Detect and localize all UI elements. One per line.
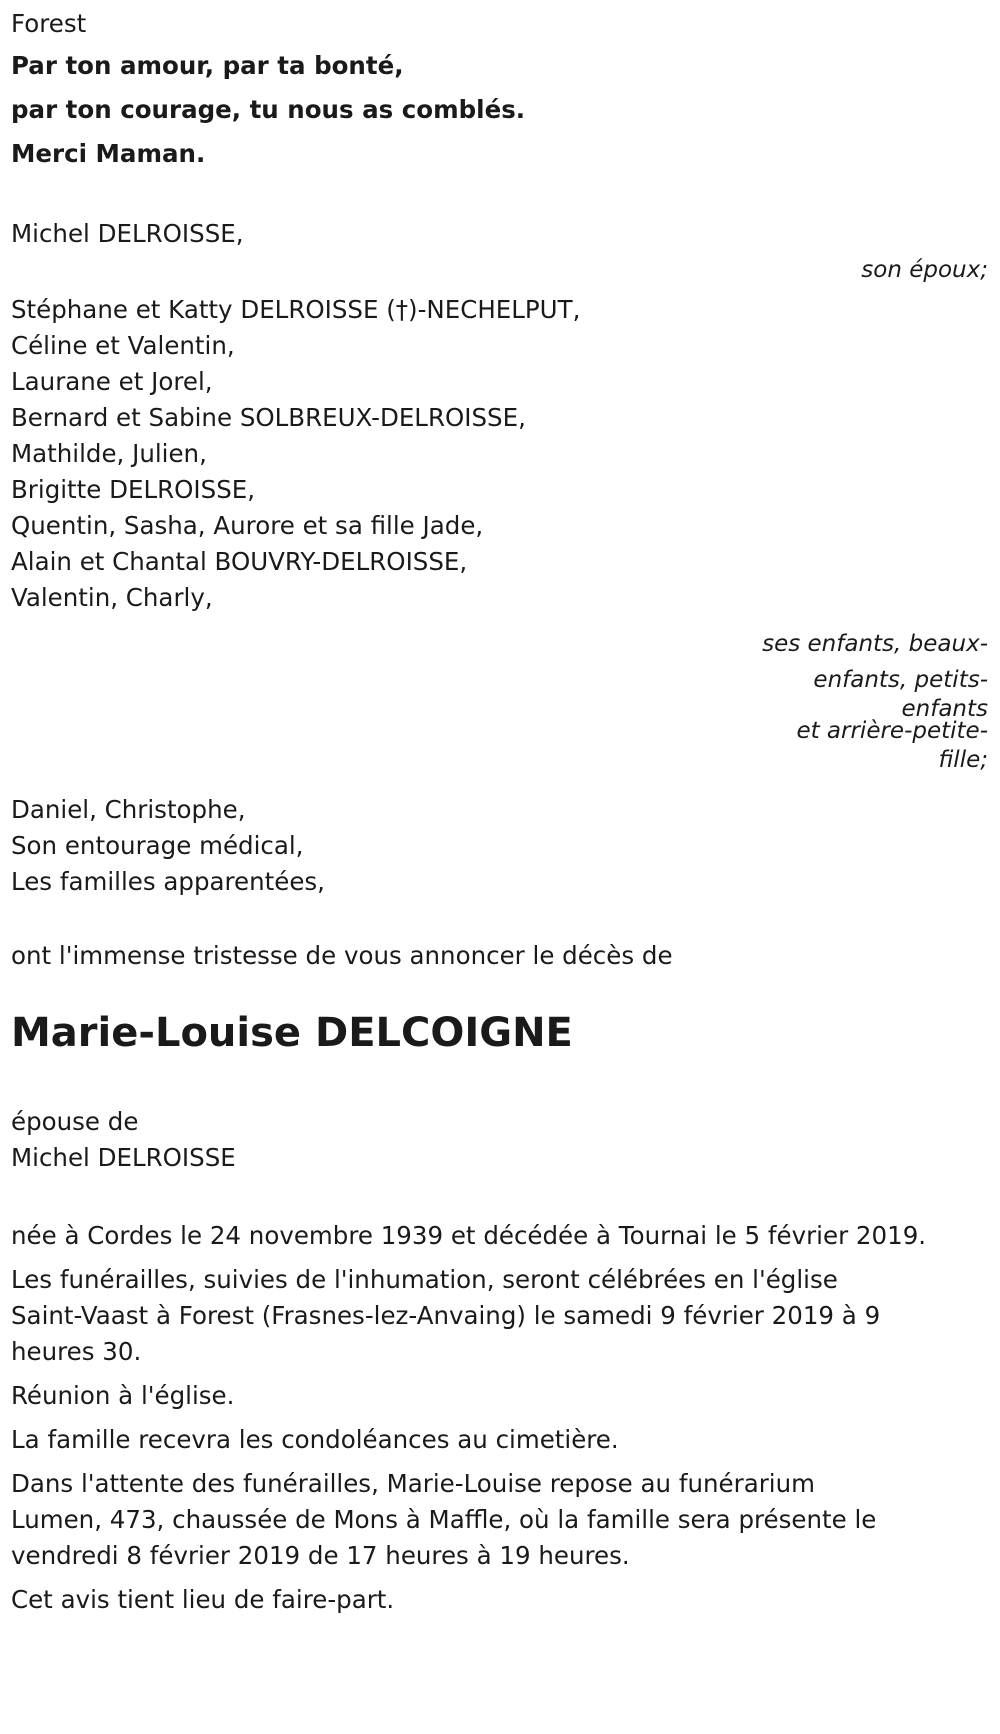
place-name: Forest [11,9,87,38]
children-role-line: fille; [938,747,988,773]
children-list [11,292,993,616]
death-notice [11,0,993,1618]
family-member-line: Bernard et Sabine SOLBREUX-DELROISSE, [11,403,526,432]
quote-line: par ton courage, tu nous as comblés. [11,95,526,124]
funeral-paragraph [11,1262,993,1370]
funeral-line: heures 30. [11,1337,142,1366]
family-member-line: Alain et Chantal BOUVRY-DELROISSE, [11,547,468,576]
family-member-line: Laurane et Jorel, [11,367,213,396]
funerarium-line: vendredi 8 février 2019 de 17 heures à 19 heures. [11,1541,630,1570]
mourner-line: Daniel, Christophe, [11,795,246,824]
family-member-line: Quentin, Sasha, Aurore et sa fille Jade, [11,511,484,540]
deceased-name: Marie-Louise DELCOIGNE [11,1010,573,1056]
family-member-line: Mathilde, Julien, [11,439,207,468]
family-member-line: Brigitte DELROISSE, [11,475,256,504]
quote-line: Par ton amour, par ta bonté, [11,51,404,80]
family-member-line: Stéphane et Katty DELROISSE (†)-NECHELPUT, [11,295,581,324]
family-member-line: Valentin, Charly, [11,583,213,612]
closing-paragraph: Cet avis tient lieu de faire-part. [11,1585,395,1614]
funerarium-line: Lumen, 473, chaussée de Mons à Maffle, où la famille sera présente le [11,1505,877,1534]
meeting-paragraph: Réunion à l'église. [11,1381,235,1410]
announcement-text: ont l'immense tristesse de vous annoncer le décès de [11,941,673,970]
spouse-name: Michel DELROISSE, [11,219,244,248]
funerarium-paragraph [11,1466,993,1574]
children-role-line: et arrière-petite- [796,718,988,744]
other-mourners [11,792,993,900]
children-role-line: ses enfants, beaux- [762,631,988,657]
condolences-paragraph: La famille recevra les condoléances au cimetière. [11,1425,619,1454]
children-role [11,626,993,778]
spouse-of-name: Michel DELROISSE [11,1143,236,1172]
mourner-line: Les familles apparentées, [11,867,325,896]
spouse-of-block [11,1104,993,1176]
spouse-of-label: épouse de [11,1107,139,1136]
quote-line: Merci Maman. [11,139,206,168]
funeral-line: Saint-Vaast à Forest (Frasnes-lez-Anvaing) le samedi 9 février 2019 à 9 [11,1301,881,1330]
funeral-line: Les funérailles, suivies de l'inhumation, seront célébrées en l'église [11,1265,838,1294]
spouse-role: son époux; [861,257,988,283]
children-role-line: enfants [901,696,988,722]
mourner-line: Son entourage médical, [11,831,304,860]
birth-death-paragraph: née à Cordes le 24 novembre 1939 et décédée à Tournai le 5 février 2019. [11,1221,927,1250]
funerarium-line: Dans l'attente des funérailles, Marie-Louise repose au funérarium [11,1469,815,1498]
children-role-line: enfants, petits- [813,667,988,693]
family-member-line: Céline et Valentin, [11,331,235,360]
